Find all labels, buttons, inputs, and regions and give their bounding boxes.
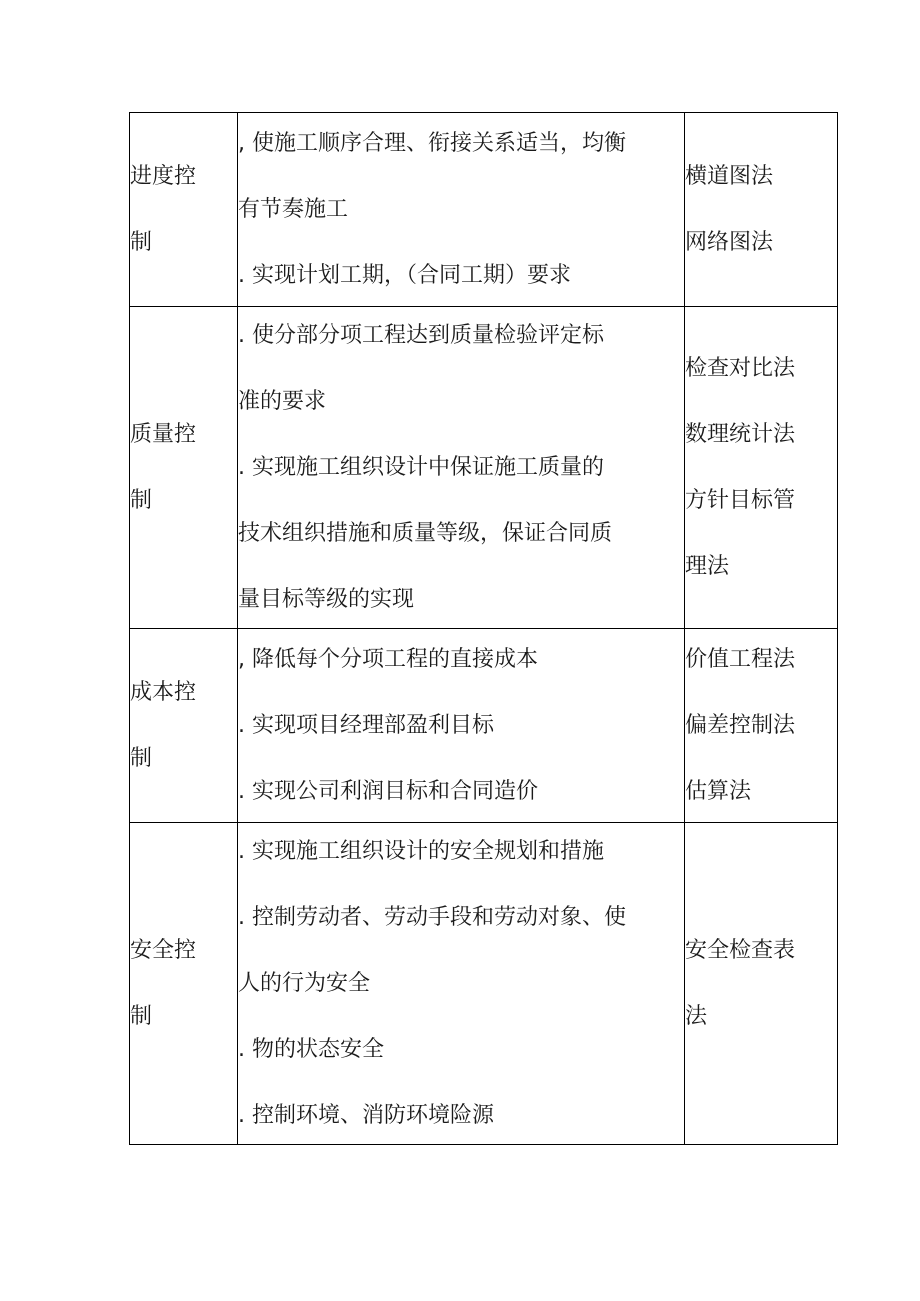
goal-line: . 实现施工组织设计中保证施工质量的	[238, 454, 604, 480]
goal-line: 准的要求	[238, 388, 327, 414]
goal-line: . 控制环境、消防环境险源	[238, 1102, 494, 1128]
goals-cell	[238, 113, 685, 307]
method-line: 网络图法	[685, 229, 774, 255]
goal-line: . 实现公司利润目标和合同造价	[238, 778, 538, 804]
table-row-cost	[130, 629, 838, 823]
control-table	[129, 112, 838, 1145]
methods-cell	[685, 629, 838, 823]
table-row-schedule	[130, 113, 838, 307]
method-line: 数理统计法	[685, 421, 796, 447]
method-line: 法	[685, 1003, 708, 1029]
method-line: 安全检查表	[685, 937, 796, 963]
methods-cell	[685, 823, 838, 1145]
category-line: 质量控	[130, 421, 197, 447]
category-line: 安全控	[130, 937, 197, 963]
category-line: 进度控	[130, 163, 197, 189]
goal-line: , 使施工顺序合理、衔接关系适当，均衡	[238, 130, 626, 156]
category-cell	[130, 307, 238, 629]
goal-line: , 降低每个分项工程的直接成本	[238, 646, 538, 672]
method-line: 横道图法	[685, 163, 774, 189]
goal-line: 技术组织措施和质量等级，保证合同质	[238, 520, 613, 546]
goal-line: 有节奏施工	[238, 196, 349, 222]
goals-cell	[238, 307, 685, 629]
goal-line: . 使分部分项工程达到质量检验评定标	[238, 322, 604, 348]
goal-line: . 实现项目经理部盈利目标	[238, 712, 494, 738]
method-line: 偏差控制法	[685, 712, 796, 738]
goal-line: . 实现计划工期，（合同工期）要求	[238, 262, 571, 288]
goal-line: 量目标等级的实现	[238, 586, 415, 612]
category-line: 成本控	[130, 679, 197, 705]
method-line: 理法	[685, 553, 730, 579]
table-row-quality	[130, 307, 838, 629]
methods-cell	[685, 113, 838, 307]
method-line: 估算法	[685, 778, 752, 804]
category-cell	[130, 629, 238, 823]
category-line: 制	[130, 229, 153, 255]
category-line: 制	[130, 745, 153, 771]
method-line: 价值工程法	[685, 646, 796, 672]
goal-line: 人的行为安全	[238, 970, 371, 996]
category-cell	[130, 113, 238, 307]
table-row-safety	[130, 823, 838, 1145]
goals-cell	[238, 629, 685, 823]
goal-line: . 物的状态安全	[238, 1036, 384, 1062]
goal-line: . 控制劳动者、劳动手段和劳动对象、使	[238, 904, 626, 930]
category-line: 制	[130, 1003, 153, 1029]
method-line: 方针目标管	[685, 487, 796, 513]
methods-cell	[685, 307, 838, 629]
category-line: 制	[130, 487, 153, 513]
category-cell	[130, 823, 238, 1145]
method-line: 检查对比法	[685, 355, 796, 381]
goal-line: . 实现施工组织设计的安全规划和措施	[238, 838, 604, 864]
goals-cell	[238, 823, 685, 1145]
